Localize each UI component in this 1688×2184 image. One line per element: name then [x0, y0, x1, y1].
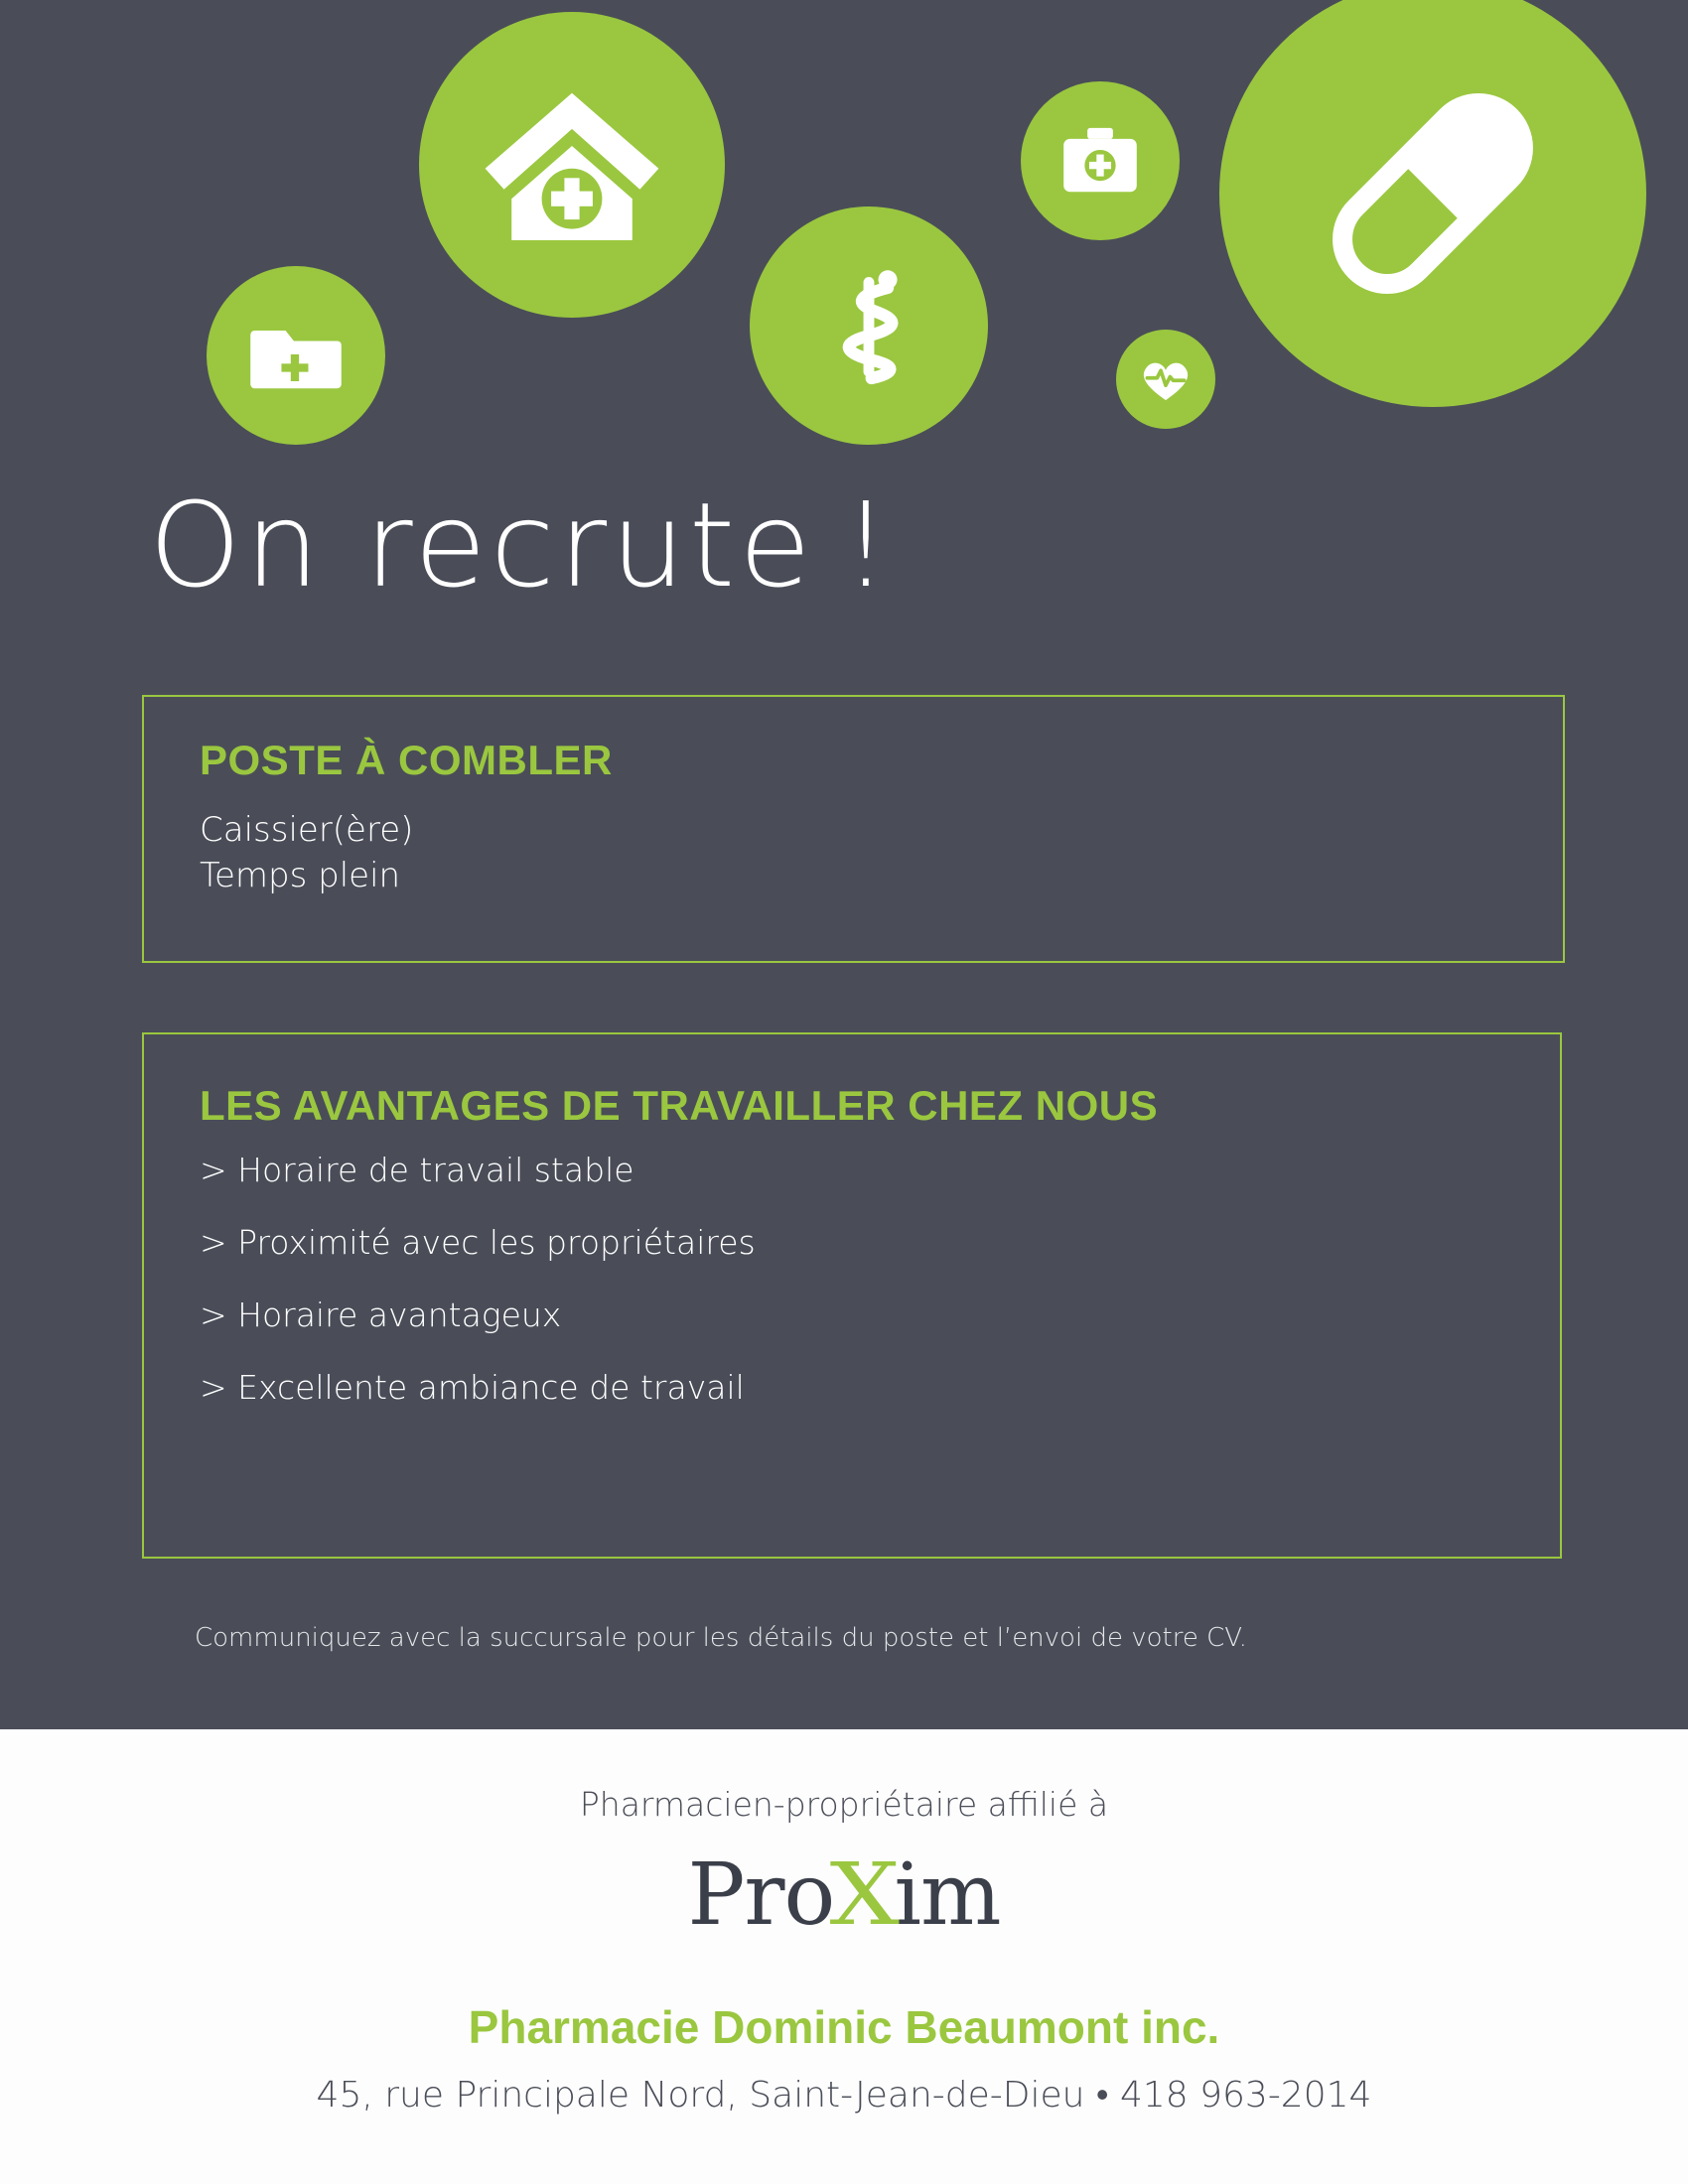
folder-plus-icon — [207, 266, 385, 445]
position-line-2: Temps plein — [200, 855, 401, 895]
list-item: > Horaire de travail stable — [200, 1151, 634, 1189]
first-aid-kit-icon — [1021, 81, 1180, 240]
proxim-logo-part2: im — [894, 1845, 1001, 1945]
contact-note: Communiquez avec la succursale pour les détails du poste et l’envoi de votre CV. — [195, 1623, 1247, 1653]
rod-of-asclepius-icon — [750, 206, 988, 445]
position-line-1: Caissier(ère) — [200, 810, 414, 850]
proxim-logo-part1: Pro — [687, 1845, 835, 1945]
position-box-title: POSTE À COMBLER — [200, 737, 613, 783]
advantages-box-title: LES AVANTAGES DE TRAVAILLER CHEZ NOUS — [200, 1082, 1159, 1129]
house-medical-icon — [419, 12, 725, 318]
footer — [0, 1729, 1688, 2184]
advantages-box — [142, 1032, 1562, 1559]
icon-cluster — [0, 0, 1688, 467]
list-item: > Proximité avec les propriétaires — [200, 1223, 756, 1262]
pharmacy-name: Pharmacie Dominic Beaumont inc. — [468, 2001, 1220, 2053]
position-box — [142, 695, 1565, 963]
advantages-list — [200, 1151, 1504, 1407]
pill-capsule-icon — [1219, 0, 1646, 407]
page-title: On recrute ! — [149, 477, 894, 614]
affiliation-text: Pharmacien-propriétaire affilié à — [579, 1785, 1109, 1824]
pharmacy-address: 45, rue Principale Nord, Saint-Jean-de-Dieu • 418 963-2014 — [316, 2075, 1372, 2116]
list-item: > Horaire avantageux — [200, 1296, 562, 1334]
heart-pulse-icon — [1116, 330, 1215, 429]
proxim-logo-accent: X — [829, 1845, 899, 1945]
proxim-logo-text — [687, 1845, 1000, 1945]
proxim-logo — [0, 1845, 1688, 1945]
list-item: > Excellente ambiance de travail — [200, 1368, 745, 1407]
